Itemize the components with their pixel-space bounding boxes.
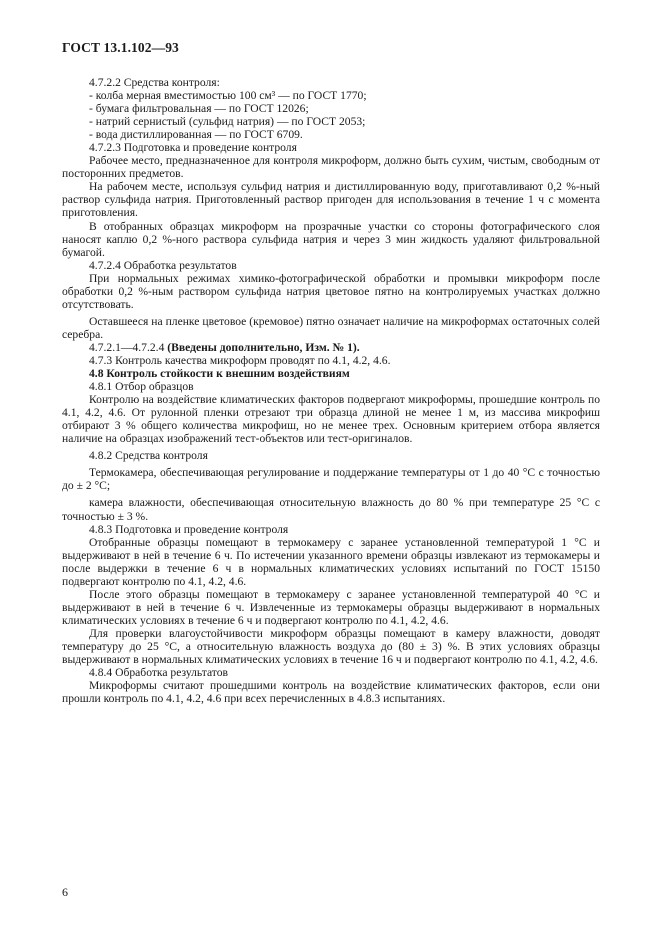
paragraph-text: В отобранных образцах микроформ на прозрачные участки со стороны фотографического слоя наносят каплю 0,2 %-ного раствора сульфида натрия и через 3 мин жидкость удаляют фильтровальной бумагой.: [62, 219, 600, 259]
paragraph-text: 4.7.2.4 Обработка результатов: [89, 258, 237, 272]
paragraph-text: 4.7.3 Контроль качества микроформ проводят по 4.1, 4.2, 4.6.: [89, 353, 391, 367]
paragraph-text: 4.7.2.3 Подготовка и проведение контроля: [89, 141, 297, 155]
paragraph: [62, 141, 600, 154]
paragraph-text: Рабочее место, предназначенное для контроля микроформ, должно быть сухим, чистым, свободным от посторонних предметов.: [62, 154, 600, 181]
paragraph-text: 4.8.1 Отбор образцов: [89, 380, 194, 394]
paragraph: [62, 367, 600, 380]
paragraph: [62, 380, 600, 393]
paragraph: [62, 154, 600, 180]
paragraph-text: На рабочем месте, используя сульфид натрия и дистиллированную воду, приготавливают 0,2 %-ный раствор сульфида натрия. Приготовленный раствор пригоден для использования в течение 1 ч с момента приготовления.: [62, 180, 600, 220]
paragraph: [62, 102, 600, 115]
paragraph-text: - бумага фильтровальная — по ГОСТ 12026;: [89, 102, 309, 116]
paragraph-text: 4.7.2.2 Средства контроля:: [89, 76, 220, 89]
paragraph-text: - вода дистиллированная — по ГОСТ 6709.: [89, 128, 303, 142]
paragraph: [62, 523, 600, 536]
paragraph-text: - колба мерная вместимостью 100 см³ — по ГОСТ 1770;: [89, 89, 367, 103]
paragraph: [62, 536, 600, 588]
paragraph: [62, 128, 600, 141]
paragraph-text: При нормальных режимах химико-фотографической обработки и промывки микроформ после обработки 0,2 %-ным раствором сульфида натрия цветовое пятно на контролируемых участках должно отсутствовать.: [62, 271, 600, 311]
paragraph: [62, 466, 600, 492]
paragraph: [62, 627, 600, 666]
paragraph-text: Термокамера, обеспечивающая регулирование и поддержание температуры от 1 до 40 °С с точностью до ± 2 °С;: [62, 466, 600, 493]
paragraph-text: 4.8.2 Средства контроля: [89, 449, 208, 463]
paragraph: [62, 272, 600, 311]
paragraph-text: 4.8.3 Подготовка и проведение контроля: [89, 522, 289, 536]
bold-text: (Введены дополнительно, Изм. № 1).: [167, 340, 360, 354]
paragraph: [62, 449, 600, 462]
paragraph-text: Оставшееся на пленке цветовое (кремовое) пятно означает наличие на микроформах остаточных солей серебра.: [62, 314, 600, 341]
paragraph: [62, 588, 600, 627]
paragraph-text: После этого образцы помещают в термокамеру с заранее установленной температурой 40 °С и выдерживают в ней в течение 6 ч. Извлеченные из термокамеры образцы выдерживают в нормальных климатических условиях в течение 6 ч и подвергают контролю по 4.1, 4.2, 4.6.: [62, 587, 600, 627]
paragraph-text: - натрий сернистый (сульфид натрия) — по ГОСТ 2053;: [89, 115, 366, 129]
paragraph-text: Отобранные образцы помещают в термокамеру с заранее установленной температурой 1 °С и выдерживают в ней в течение 6 ч. По истечении указанного времени образцы извлекают из термокамеры и после выдержки в течение 6 ч в нормальных климатических условиях испытаний по ГОСТ 15150 подвергают контролю по 4.1, 4.2, 4.6.: [62, 535, 600, 588]
document-header: ГОСТ 13.1.102—93: [62, 40, 179, 55]
paragraph: [62, 315, 600, 341]
paragraph: [62, 76, 600, 89]
document-body: [62, 76, 600, 705]
paragraph: [62, 666, 600, 679]
paragraph: [62, 354, 600, 367]
paragraph: [62, 341, 600, 354]
paragraph-text: Микроформы считают прошедшими контроль на воздействие климатических факторов, если они прошли контроль по 4.1, 4.2, 4.6 при всех перечисленных в 4.8.3 испытаниях.: [62, 679, 600, 706]
paragraph: [62, 220, 600, 259]
paragraph-text: 4.8.4 Обработка результатов: [89, 666, 228, 680]
paragraph: [62, 180, 600, 219]
paragraph: [62, 89, 600, 102]
paragraph: [62, 115, 600, 128]
paragraph: [62, 393, 600, 445]
paragraph-text: Для проверки влагоустойчивости микроформ образцы помещают в камеру влажности, доводят температуру до 25 °С, а относительную влажность воздуха до (80 ± 3) %. В этих условиях образцы выдерживают в нормальных климатических условиях в течение 16 ч и подвергают контролю по 4.1, 4.2, 4.6.: [62, 626, 600, 667]
page-number: 6: [62, 885, 68, 899]
paragraph: [62, 496, 600, 522]
paragraph-text: Контролю на воздействие климатических факторов подвергают микроформы, прошедшие контроль по 4.1, 4.2, 4.6. От рулонной пленки отрезают три образца длиной не менее 1 м, из массива микрофиш отбирают 3 % общего количества микрофиш, но не менее трех. Основным критерием отбора является наличие на образцах изображений тест-объектов или тест-оригиналов.: [62, 393, 600, 446]
bold-text: 4.8 Контроль стойкости к внешним воздействиям: [89, 367, 350, 381]
paragraph-text: камера влажности, обеспечивающая относительную влажность до 80 % при температуре 25 °С с точностью ± 3 %.: [62, 496, 600, 523]
paragraph: [62, 259, 600, 272]
paragraph: [62, 679, 600, 705]
paragraph-text: 4.7.2.1—4.7.2.4: [89, 340, 168, 354]
